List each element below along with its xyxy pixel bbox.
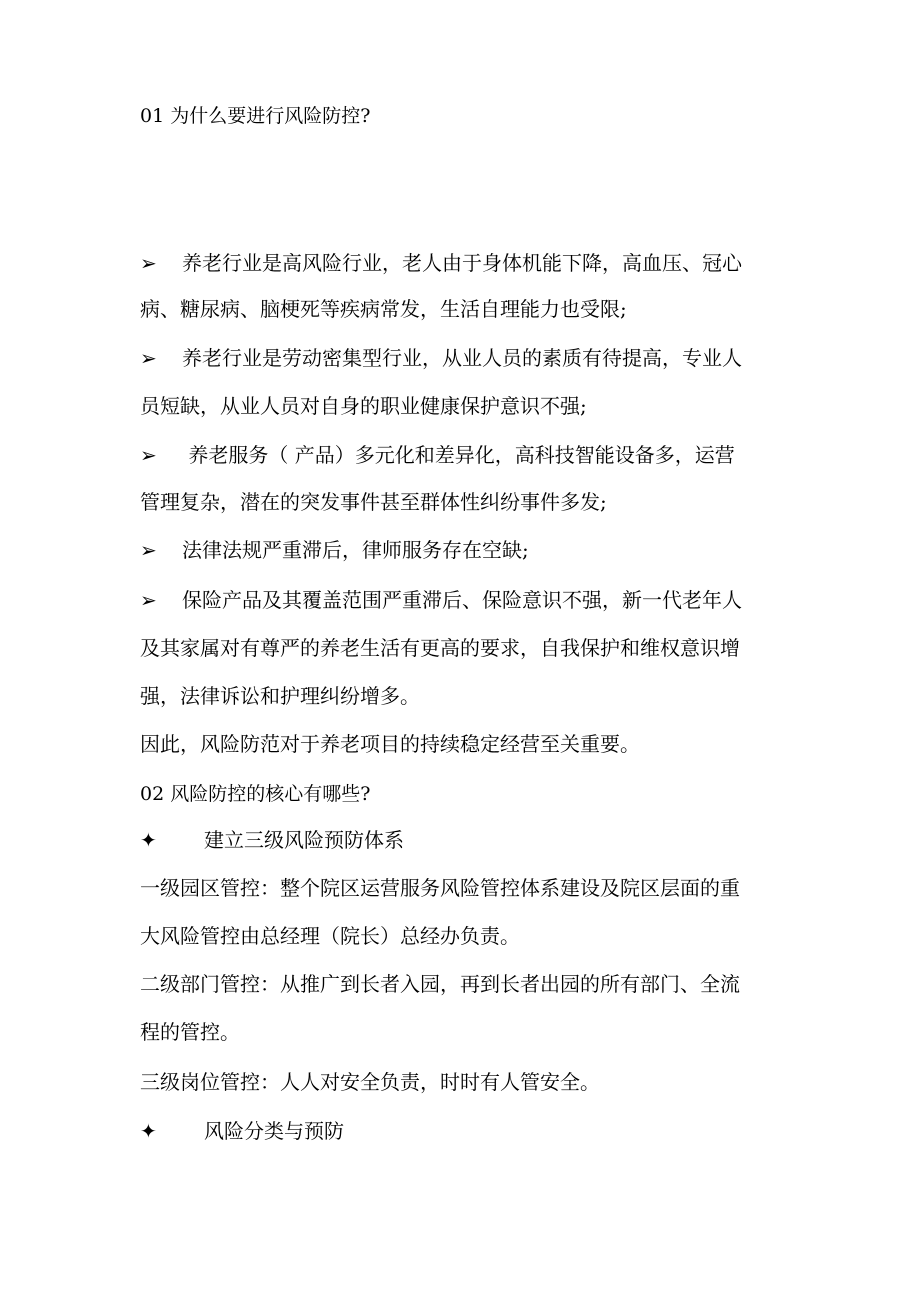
arrow-bullet-icon: ➢ bbox=[140, 251, 157, 275]
bullet-item-5-line-1: ➢ 保险产品及其覆盖范围严重滞后、保险意识不强，新一代老年人 bbox=[140, 588, 742, 612]
level2-paragraph-line-1: 二级部门管控：从推广到长者入园，再到长者出园的所有部门、全流 bbox=[140, 972, 740, 996]
level3-paragraph: 三级岗位管控：人人对安全负责，时时有人管安全。 bbox=[140, 1070, 600, 1094]
star-item-1: ✦ 建立三级风险预防体系 bbox=[140, 828, 404, 852]
bullet-item-2-line-2: 员短缺，从业人员对自身的职业健康保护意识不强; bbox=[140, 394, 587, 418]
level1-paragraph-line-2: 大风险管控由总经理（院长）总经办负责。 bbox=[140, 924, 520, 948]
level2-paragraph-line-2: 程的管控。 bbox=[140, 1020, 240, 1044]
bullet-item-3-line-1: ➢ 养老服务（ 产品）多元化和差异化，高科技智能设备多，运营 bbox=[140, 443, 735, 467]
level1-paragraph-line-1: 一级园区管控：整个院区运营服务风险管控体系建设及院区层面的重 bbox=[140, 876, 740, 900]
arrow-bullet-icon: ➢ bbox=[140, 538, 157, 562]
bullet-item-1-line-2: 病、糖尿病、脑梗死等疾病常发，生活自理能力也受限; bbox=[140, 297, 627, 321]
bullet-item-5-line-3: 强，法律诉讼和护理纠纷增多。 bbox=[140, 684, 420, 708]
star-bullet-icon: ✦ bbox=[140, 828, 157, 852]
bullet-item-4-line-1: ➢ 法律法规严重滞后，律师服务存在空缺; bbox=[140, 538, 529, 562]
bullet-item-2-line-1: ➢ 养老行业是劳动密集型行业，从业人员的素质有待提高，专业人 bbox=[140, 346, 742, 370]
section1-heading: 01 为什么要进行风险防控? bbox=[140, 105, 371, 127]
arrow-bullet-icon: ➢ bbox=[140, 346, 157, 370]
star-item-2: ✦ 风险分类与预防 bbox=[140, 1119, 344, 1143]
bullet-item-1-line-1: ➢ 养老行业是高风险行业，老人由于身体机能下降，高血压、冠心 bbox=[140, 251, 742, 275]
section2-heading: 02 风险防控的核心有哪些? bbox=[140, 783, 371, 805]
bullet-item-3-line-2: 管理复杂，潜在的突发事件甚至群体性纠纷事件多发; bbox=[140, 490, 607, 514]
arrow-bullet-icon: ➢ bbox=[140, 588, 157, 612]
bullet-item-5-line-2: 及其家属对有尊严的养老生活有更高的要求，自我保护和维权意识增 bbox=[140, 636, 740, 660]
star-bullet-icon: ✦ bbox=[140, 1119, 157, 1143]
arrow-bullet-icon: ➢ bbox=[140, 443, 157, 467]
conclusion-paragraph: 因此，风险防范对于养老项目的持续稳定经营至关重要。 bbox=[140, 732, 640, 756]
